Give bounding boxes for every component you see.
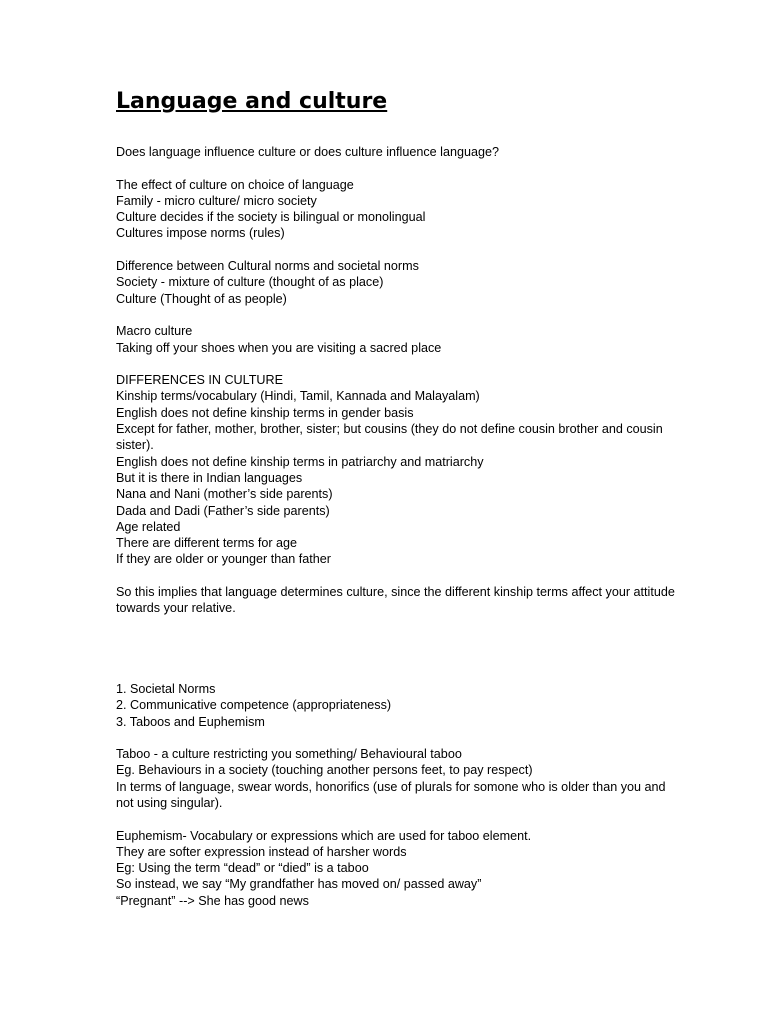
text-line: Euphemism- Vocabulary or expressions which are used for taboo element. (116, 828, 532, 843)
paragraph-macro-culture (116, 323, 676, 356)
paragraph-question (116, 144, 676, 160)
text-line: Taking off your shoes when you are visiting a sacred place (116, 340, 442, 355)
text-line: Culture decides if the society is bilingual or monolingual (116, 210, 426, 225)
list-item: 1. Societal Norms (116, 681, 216, 696)
text-line: English does not define kinship terms in gender basis (116, 405, 414, 420)
list-item: 3. Taboos and Euphemism (116, 714, 265, 729)
text-line: They are softer expression instead of harsher words (116, 844, 407, 859)
text-line: Difference between Cultural norms and societal norms (116, 259, 419, 274)
text-line: Age related (116, 519, 181, 534)
text-line: Nana and Nani (mother’s side parents) (116, 487, 333, 502)
text-line: But it is there in Indian languages (116, 470, 303, 485)
numbered-list (116, 681, 676, 730)
text-line: Eg: Using the term “dead” or “died” is a taboo (116, 861, 369, 876)
text-line: If they are older or younger than father (116, 552, 331, 567)
text-line: Family - micro culture/ micro society (116, 193, 317, 208)
paragraph-norms-difference (116, 258, 676, 307)
paragraph-euphemism (116, 828, 676, 909)
text-line: Except for father, mother, brother, sister; but cousins (they do not define cousin brother and cousin sister). (116, 422, 663, 453)
text-line: English does not define kinship terms in patriarchy and matriarchy (116, 454, 484, 469)
text-line: Dada and Dadi (Father’s side parents) (116, 503, 330, 518)
text-line: In terms of language, swear words, honorifics (use of plurals for somone who is older than you and not using singular). (116, 779, 666, 810)
text-line: There are different terms for age (116, 536, 298, 551)
text-line: Cultures impose norms (rules) (116, 226, 285, 241)
paragraph-differences-in-culture (116, 372, 676, 568)
text-line: The effect of culture on choice of language (116, 177, 354, 192)
text-line: Does language influence culture or does culture influence language? (116, 145, 499, 159)
paragraph-effect-of-culture (116, 177, 676, 242)
text-line: “Pregnant” --> She has good news (116, 893, 309, 908)
paragraph-taboo (116, 746, 676, 811)
text-line: Society - mixture of culture (thought of as place) (116, 275, 384, 290)
document-body (116, 88, 676, 925)
text-line: So this implies that language determines culture, since the different kinship terms affect your attitude towards your relative. (116, 585, 675, 616)
text-line: Taboo - a culture restricting you something/ Behavioural taboo (116, 747, 462, 762)
list-item: 2. Communicative competence (appropriateness) (116, 698, 392, 713)
text-line: So instead, we say “My grandfather has moved on/ passed away” (116, 877, 482, 892)
text-line: Eg. Behaviours in a society (touching another persons feet, to pay respect) (116, 763, 533, 778)
text-line: Kinship terms/vocabulary (Hindi, Tamil, Kannada and Malayalam) (116, 389, 480, 404)
text-line: DIFFERENCES IN CULTURE (116, 373, 283, 388)
text-line: Macro culture (116, 324, 193, 339)
blank-space (116, 633, 676, 681)
paragraph-conclusion (116, 584, 676, 617)
document-title: Language and culture (116, 89, 388, 114)
text-line: Culture (Thought of as people) (116, 291, 287, 306)
